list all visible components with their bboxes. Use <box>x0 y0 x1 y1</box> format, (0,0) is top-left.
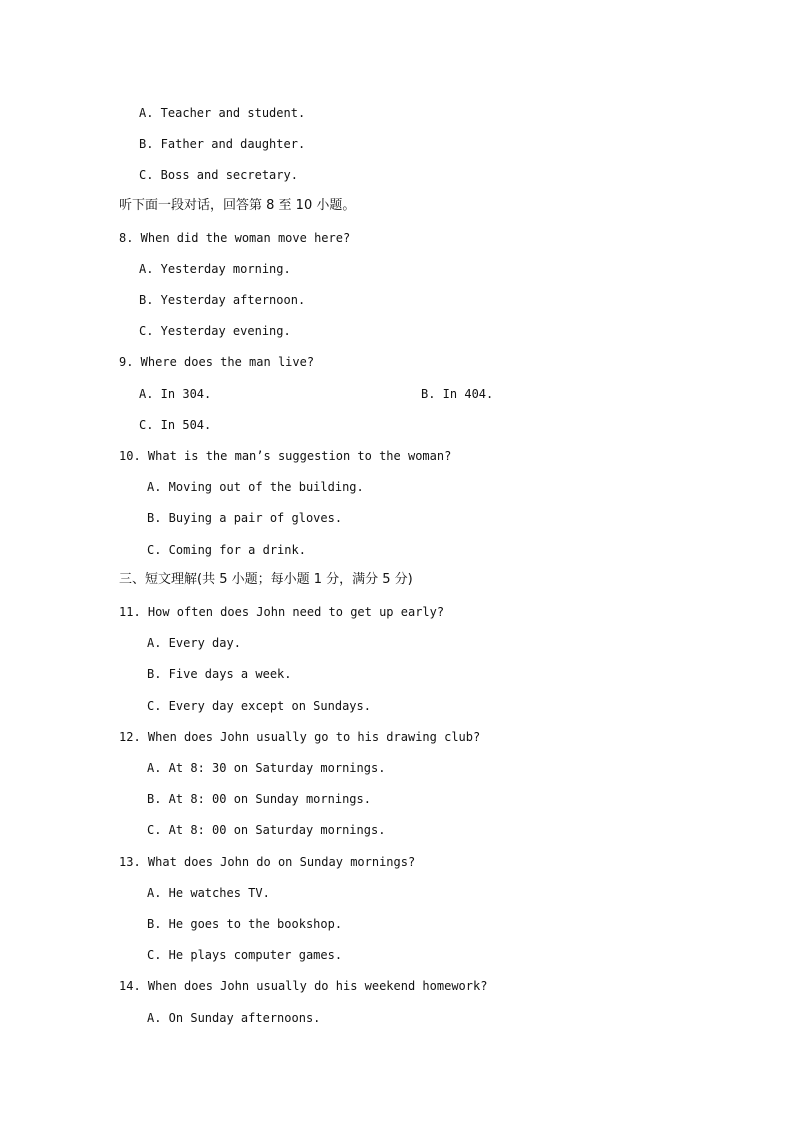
option: B. Yesterday afternoon. <box>139 293 306 307</box>
option: B. Buying a pair of gloves. <box>147 511 343 525</box>
option: A. He watches TV. <box>147 886 270 900</box>
option: B. At 8: 00 on Sunday mornings. <box>147 792 371 806</box>
option: C. He plays computer games. <box>147 948 343 962</box>
option: C. Every day except on Sundays. <box>147 699 371 713</box>
question-13: 13. What does John do on Sunday mornings? <box>119 855 416 869</box>
option: A. Every day. <box>147 636 241 650</box>
option: A. In 304. <box>139 387 212 401</box>
option: A. At 8: 30 on Saturday mornings. <box>147 761 386 775</box>
option: A. Yesterday morning. <box>139 262 291 276</box>
question-14: 14. When does John usually do his weekend homework? <box>119 979 488 993</box>
option: C. Boss and secretary. <box>139 168 298 182</box>
section-heading: 三、短文理解(共 5 小题；每小题 1 分，满分 5 分) <box>119 572 413 587</box>
option: C. In 504. <box>139 418 212 432</box>
option: B. Father and daughter. <box>139 137 306 151</box>
question-10: 10. What is the man’s suggestion to the woman? <box>119 449 452 463</box>
option: A. Teacher and student. <box>139 106 306 120</box>
question-11: 11. How often does John need to get up early? <box>119 605 445 619</box>
listening-instruction: 听下面一段对话，回答第 8 至 10 小题。 <box>119 198 356 213</box>
option: A. Moving out of the building. <box>147 480 364 494</box>
option: B. He goes to the bookshop. <box>147 917 343 931</box>
option: B. In 404. <box>421 387 494 401</box>
question-9: 9. Where does the man live? <box>119 355 315 369</box>
question-12: 12. When does John usually go to his drawing club? <box>119 730 481 744</box>
option: C. Coming for a drink. <box>147 543 306 557</box>
option: C. Yesterday evening. <box>139 324 291 338</box>
option: A. On Sunday afternoons. <box>147 1011 321 1025</box>
option: C. At 8: 00 on Saturday mornings. <box>147 823 386 837</box>
question-8: 8. When did the woman move here? <box>119 231 351 245</box>
option: B. Five days a week. <box>147 667 292 681</box>
